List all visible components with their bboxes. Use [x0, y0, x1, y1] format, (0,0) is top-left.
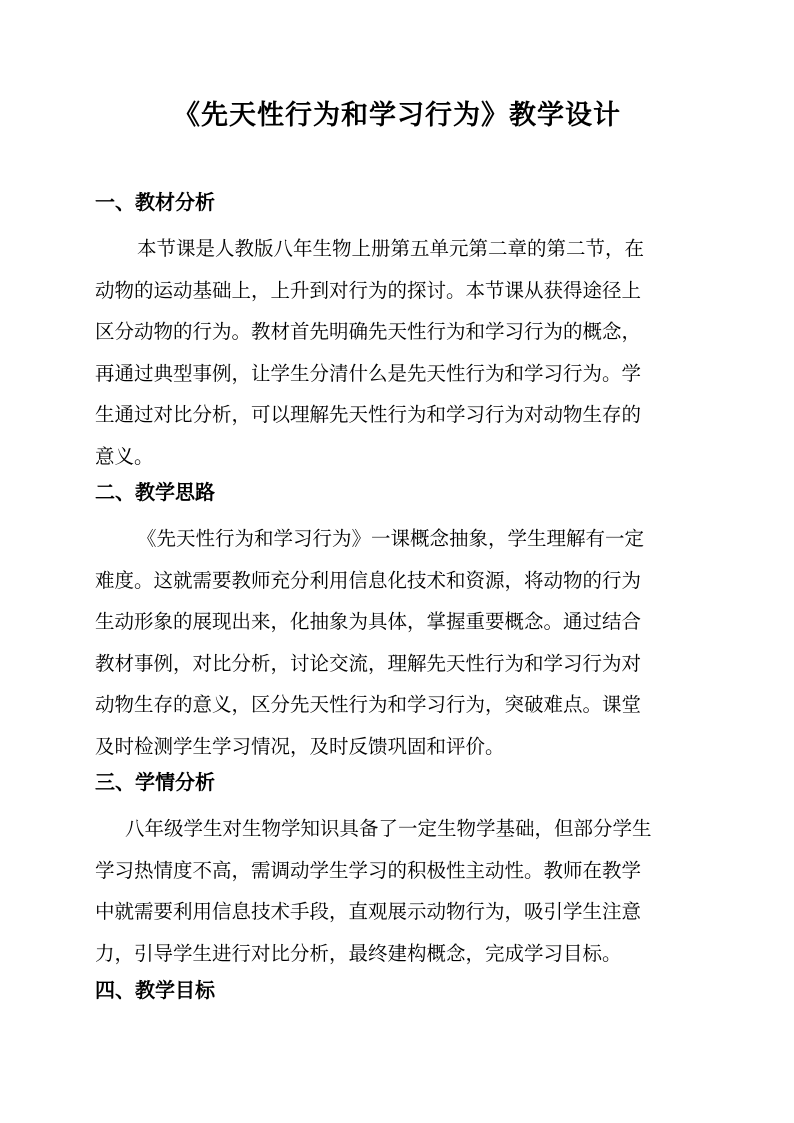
section-heading: 三、学情分析	[95, 770, 215, 794]
paragraph-line: 学习热情度不高，需调动学生学习的积极性主动性。教师在教学	[95, 858, 642, 882]
document-title: 《先天性行为和学习行为》教学设计	[173, 100, 621, 131]
section-textbook-analysis	[95, 188, 699, 478]
paragraph-line: 动物的运动基础上，上升到对行为的探讨。本节课从获得途径上	[95, 278, 642, 302]
section-teaching-objectives	[95, 976, 699, 1004]
paragraph-line: 动物生存的意义，区分先天性行为和学习行为，突破难点。课堂	[95, 693, 642, 717]
section-paragraph	[95, 518, 699, 768]
paragraph-line: 意义。	[95, 444, 154, 468]
section-heading: 四、教学目标	[95, 978, 215, 1002]
paragraph-line: 再通过典型事例，让学生分清什么是先天性行为和学习行为。学	[95, 361, 642, 385]
section-heading: 一、教材分析	[95, 190, 215, 214]
paragraph-line: 八年级学生对生物学知识具备了一定生物学基础，但部分学生	[125, 817, 652, 840]
paragraph-line: 及时检测学生学习情况，及时反馈巩固和评价。	[95, 734, 505, 758]
paragraph-line: 中就需要利用信息技术手段，直观展示动物行为，吸引学生注意	[95, 900, 642, 924]
paragraph-line: 教材事例，对比分析，讨论交流，理解先天性行为和学习行为对	[95, 651, 642, 675]
paragraph-line: 本节课是人教版八年生物上册第五单元第二章的第二节，在	[137, 237, 645, 260]
section-student-analysis	[95, 768, 699, 974]
paragraph-line: 力，引导学生进行对比分析，最终建构概念，完成学习目标。	[95, 941, 622, 965]
paragraph-line: 生通过对比分析，可以理解先天性行为和学习行为对动物生存的	[95, 403, 642, 427]
section-paragraph	[95, 808, 699, 974]
paragraph-line: 区分动物的行为。教材首先明确先天性行为和学习行为的概念，	[95, 320, 642, 344]
paragraph-line: 难度。这就需要教师充分利用信息化技术和资源，将动物的行为	[95, 568, 642, 592]
paragraph-line: 生动形象的展现出来，化抽象为具体，掌握重要概念。通过结合	[95, 610, 642, 634]
section-paragraph	[95, 228, 699, 478]
section-heading: 二、教学思路	[95, 480, 215, 504]
paragraph-line: 《先天性行为和学习行为》一课概念抽象，学生理解有一定	[137, 527, 645, 550]
section-teaching-approach	[95, 478, 699, 768]
